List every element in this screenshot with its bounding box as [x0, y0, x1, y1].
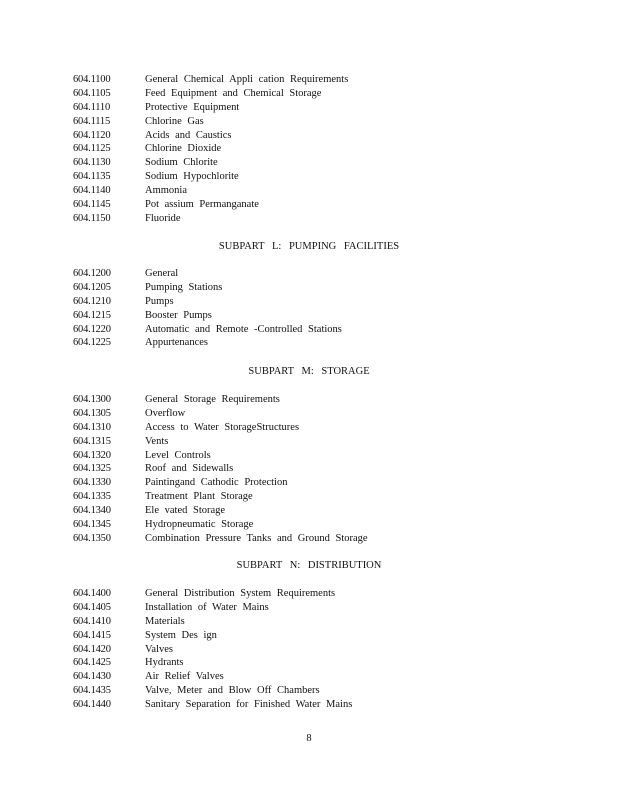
section-number: 604.1305	[73, 407, 111, 419]
toc-entry	[0, 73, 618, 87]
section-number: 604.1145	[73, 199, 111, 211]
toc-entry	[0, 101, 618, 115]
toc-entry	[0, 198, 618, 212]
section-title: General Storage Requirements	[145, 394, 280, 405]
section-title: Appurtenances	[145, 337, 208, 349]
section-distribution	[0, 587, 618, 712]
section-title: Hydrants	[145, 657, 184, 669]
subpart-heading: SUBPART M: STORAGE	[248, 366, 370, 377]
section-title: Valve, Meter and Blow Off Chambers	[145, 685, 320, 697]
toc-entry	[0, 267, 618, 281]
section-storage	[0, 393, 618, 546]
toc-entry	[0, 615, 618, 629]
section-title: Treatment Plant Storage	[145, 491, 253, 503]
toc-entry	[0, 476, 618, 490]
section-number: 604.1120	[73, 129, 111, 141]
section-number: 604.1405	[73, 601, 111, 613]
section-title: Sodium Chlorite	[145, 157, 218, 169]
section-number: 604.1125	[73, 143, 111, 155]
section-number: 604.1225	[73, 337, 111, 349]
toc-entry	[0, 684, 618, 698]
toc-entry	[0, 393, 618, 407]
toc-entry	[0, 281, 618, 295]
section-title: Installation of Water Mains	[145, 601, 269, 613]
toc-entry	[0, 421, 618, 435]
toc-entry	[0, 449, 618, 463]
section-title: Roof and Sidewalls	[145, 463, 234, 475]
section-title: Access to Water StorageStructures	[145, 421, 300, 433]
section-number: 604.1440	[73, 699, 111, 711]
section-number: 604.1105	[73, 87, 111, 99]
section-title: Chlorine Dioxide	[145, 143, 222, 155]
section-chemical-application	[0, 73, 618, 226]
section-title: Pumps	[145, 295, 174, 307]
toc-entry	[0, 129, 618, 143]
toc-entry	[0, 184, 618, 198]
section-number: 604.1415	[73, 629, 111, 641]
section-title: Overflow	[145, 407, 186, 419]
section-title: General Distribution System Requirements	[145, 588, 336, 599]
toc-entry	[0, 670, 618, 684]
section-number: 604.1400	[73, 588, 111, 599]
toc-entry	[0, 462, 618, 476]
section-number: 604.1345	[73, 519, 111, 531]
section-number: 604.1130	[73, 157, 111, 169]
toc-entry	[0, 435, 618, 449]
section-number: 604.1220	[73, 323, 111, 335]
section-title: Sanitary Separation for Finished Water Mains	[145, 699, 353, 711]
section-title: Feed Equipment and Chemical Storage	[145, 87, 322, 99]
section-title: Chlorine Gas	[145, 115, 204, 127]
section-number: 604.1150	[73, 212, 111, 224]
section-number: 604.1215	[73, 309, 111, 321]
toc-entry	[0, 87, 618, 101]
section-number: 604.1315	[73, 435, 111, 447]
toc-entry	[0, 643, 618, 657]
section-number: 604.1435	[73, 685, 111, 697]
toc-entry	[0, 170, 618, 184]
section-number: 604.1300	[73, 394, 111, 405]
toc-entry	[0, 336, 618, 350]
section-number: 604.1110	[73, 101, 110, 113]
section-number: 604.1205	[73, 281, 111, 293]
toc-entry	[0, 504, 618, 518]
toc-entry	[0, 142, 618, 156]
toc-entry	[0, 532, 618, 546]
toc-entry	[0, 587, 618, 601]
section-title: Air Relief Valves	[145, 671, 224, 683]
section-number: 604.1340	[73, 505, 111, 517]
toc-entry	[0, 323, 618, 337]
subpart-heading: SUBPART N: DISTRIBUTION	[236, 560, 382, 571]
section-number: 604.1420	[73, 643, 111, 655]
section-title: Ele vated Storage	[145, 505, 226, 517]
section-number: 604.1100	[73, 74, 111, 85]
section-title: Hydropneumatic Storage	[145, 519, 254, 531]
section-title: Materials	[145, 615, 185, 627]
toc-entry	[0, 518, 618, 532]
toc-entry	[0, 629, 618, 643]
section-title: Acids and Caustics	[145, 129, 232, 141]
section-title: Ammonia	[145, 185, 187, 197]
section-number: 604.1335	[73, 491, 111, 503]
toc-entry	[0, 295, 618, 309]
section-title: Pumping Stations	[145, 281, 223, 293]
section-title: Level Controls	[145, 449, 211, 461]
section-number: 604.1135	[73, 171, 111, 183]
toc-entry	[0, 601, 618, 615]
section-title: Protective Equipment	[145, 101, 240, 113]
section-title: Automatic and Remote -Controlled Stations	[145, 323, 342, 335]
toc-entry	[0, 156, 618, 170]
section-title: Fluoride	[145, 212, 181, 224]
toc-entry	[0, 115, 618, 129]
section-title: Booster Pumps	[145, 309, 212, 321]
section-title: Vents	[145, 435, 169, 447]
section-title: Valves	[145, 643, 173, 655]
section-number: 604.1330	[73, 477, 111, 489]
toc-entry	[0, 698, 618, 712]
page-number: 8	[306, 733, 312, 744]
section-title: Sodium Hypochlorite	[145, 171, 239, 183]
section-number: 604.1210	[73, 295, 111, 307]
toc-entry	[0, 656, 618, 670]
section-number: 604.1410	[73, 615, 111, 627]
section-title: System Des ign	[145, 629, 217, 641]
section-number: 604.1350	[73, 532, 111, 544]
section-number: 604.1325	[73, 463, 111, 475]
section-title: Paintingand Cathodic Protection	[145, 477, 288, 489]
toc-entry	[0, 490, 618, 504]
section-number: 604.1320	[73, 449, 111, 461]
section-number: 604.1115	[73, 115, 110, 127]
section-number: 604.1425	[73, 657, 111, 669]
subpart-heading: SUBPART L: PUMPING FACILITIES	[218, 241, 400, 252]
section-title: Combination Pressure Tanks and Ground Storage	[145, 532, 368, 544]
section-number: 604.1430	[73, 671, 111, 683]
section-pumping-facilities	[0, 267, 618, 350]
toc-entry	[0, 407, 618, 421]
toc-entry	[0, 212, 618, 226]
toc-entry	[0, 309, 618, 323]
section-title: General Chemical Appli cation Requirements	[145, 74, 349, 85]
section-number: 604.1200	[73, 268, 111, 279]
section-title: General	[145, 268, 179, 279]
section-number: 604.1310	[73, 421, 111, 433]
section-title: Pot assium Permanganate	[145, 199, 259, 211]
section-number: 604.1140	[73, 185, 111, 197]
